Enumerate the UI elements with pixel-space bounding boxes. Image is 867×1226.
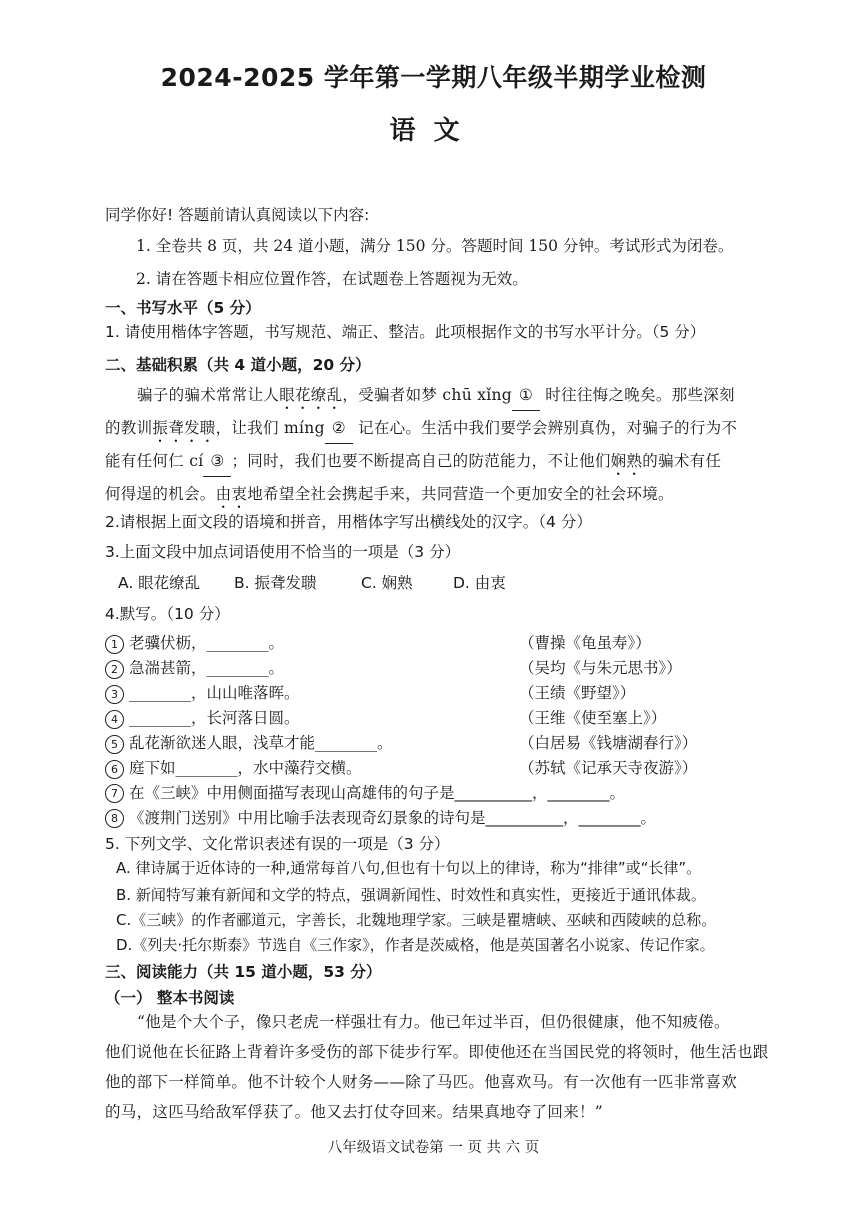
q4-item-3: 3 ________，山山唯落晖。 （王绩《野望》） [105,681,805,704]
page-footer: 八年级语文试卷第 一 页 共 六 页 [327,1140,540,1156]
q4-item-1: 1 老骥伏枥，________。 （曹操《龟虽寿》） [105,631,805,654]
exam-title: 2024-2025 学年第一学期八年级半期学业检测 [160,63,707,92]
dotted-word-2: 振聋发聩 [152,419,216,437]
notice-intro: 同学你好! 答题前请认真阅读以下内容: [105,206,370,224]
q3-option-a: A. 眼花缭乱 [118,574,201,592]
q3-option-d: D. 由衷 [453,574,506,592]
question-5: 5. 下列文学、文化常识表述有误的一项是（3 分） [105,835,450,853]
section2-heading: 二、基础积累（共 4 道小题，20 分） [105,356,371,374]
q5-option-b: B. 新闻特写兼有新闻和文学的特点，强调新闻性、时效性和真实性，更接近于通讯体裁。 [116,886,706,904]
q4-item-6: 6 庭下如________，水中藻荇交横。 （苏轼《记承天寺夜游》） [105,756,805,779]
blank-1: ① [512,380,540,411]
subject-title: 语文 [389,116,478,146]
question-2: 2.请根据上面文段的语境和拼音，用楷体字写出横线处的汉字。（4 分） [105,513,592,531]
question-3: 3.上面文段中加点词语使用不恰当的一项是（3 分） [105,543,461,561]
section3-heading: 三、阅读能力（共 15 道小题，53 分） [105,963,382,981]
q5-option-a: A. 律诗属于近体诗的一种,通常每首八句,但也有十句以上的律诗，称为“排律”或“长律”。 [116,859,702,877]
q4-item-8: 8 《渡荆门送别》中用比喻手法表现奇幻景象的诗句是__________，________。 [105,806,656,828]
dotted-word-4: 由衷 [215,485,248,503]
q5-option-c: C.《三峡》的作者郦道元，字善长，北魏地理学家。三峡是瞿塘峡、巫峡和西陵峡的总称。 [116,911,717,929]
passage: 骗子的骗术常常让人眼花缭乱，受骗者如梦 chū xǐng ① 时往往悔之晚矣。那些深刻 的教训振聋发聩，让我们 míng ② 记在心。生活中我们要学会辨别真伪，对骗子的行为不 能有任何仁 cí ③ ；同时，我们也要不断提高自己的防范能力，不让他们娴熟的骗术有任 何得逞的机会。由衷地希望全社会携起手来，共同营造一个更加安全的社会环境。 [105,380,770,512]
dotted-word-3: 娴熟 [610,452,643,470]
q4-item-2: 2 急湍甚箭，________。 （吴均《与朱元思书》） [105,656,805,679]
q3-option-c: C. 娴熟 [361,574,413,592]
q3-option-b: B. 振聋发聩 [234,574,317,592]
q5-option-d: D.《列夫·托尔斯泰》节选自《三作家》，作者是茨威格，他是英国著名小说家、传记作家。 [116,936,715,954]
question-4: 4.默写。（10 分） [105,605,230,623]
blank-3: ③ [203,446,231,477]
question-1: 1. 请使用楷体字答题，书写规范、端正、整洁。此项根据作文的书写水平计分。（5 分） [105,323,706,341]
blank-2: ② [325,413,353,444]
notice-item-2: 2. 请在答题卡相应位置作答，在试题卷上答题视为无效。 [136,270,528,288]
section3-sub1: （一） 整本书阅读 [105,989,235,1007]
notice-item-1: 1. 全卷共 8 页，共 24 道小题，满分 150 分。答题时间 150 分钟。考试形式为闭卷。 [136,237,734,255]
q4-item-7: 7 在《三峡》中用侧面描写表现山高雄伟的句子是__________，________。 [105,781,625,803]
q4-item-4: 4 ________，长河落日圆。 （王维《使至塞上》） [105,706,805,729]
reading-passage: “他是个大个子，像只老虎一样强壮有力。他已年过半百，但仍很健康，他不知疲倦。 他们说他在长征路上背着许多受伤的部下徒步行军。即使他还在当国民党的将领时，他生活也跟 他的部下一样简单。他不计较个人财务——除了马匹。他喜欢马。有一次他有一匹非常喜欢 的马，这匹马给敌军俘获了。他又去打仗夺回来。结果真地夺了回来！” [105,1013,769,1121]
dotted-word-1: 眼花缭乱 [279,386,343,404]
q4-item-5: 5 乱花渐欲迷人眼，浅草才能________。 （白居易《钱塘湖春行》） [105,731,805,754]
section1-heading: 一、书写水平（5 分） [105,299,261,317]
